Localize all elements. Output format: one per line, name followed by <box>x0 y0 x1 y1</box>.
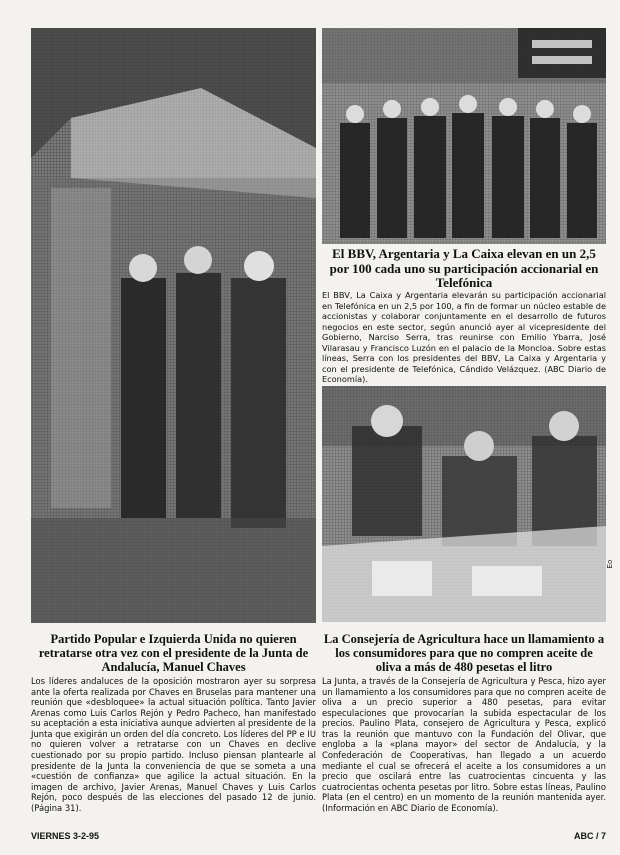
photo-politicians <box>31 28 316 623</box>
footer-date: VIERNES 3-2-95 <box>31 831 100 841</box>
headline-chaves: Partido Popular e Izquierda Unida no quieren retratarse otra vez con el presidente de la Junta de Andalucía, Manuel Chaves <box>38 632 309 674</box>
footer-page: ABC / 7 <box>573 831 606 841</box>
body-aceite: La Junta, a través de la Consejería de Agricultura y Pesca, hizo ayer un llamamiento a los consumidores para que no compren aceite de oliva a un precio superior a 480 pesetas, para evitar especulaciones que provocarían la subida espectacular de los precios. Paulino Plata, consejero de Agricultura y Pesca, explicó tras la reunión que mantuvo con la Fundación del Olivar, que engloba a la «plana mayor» del sector de Andalucía, y la Confederación de Cooperativas, han llegado a un acuerdo mediante el cual se ofrecerá el aceite a los consumidores a un precio que oscilará entre las cuatrocientas cincuenta y las cuatrocientas ochenta pesetas por litro. Sobre estas líneas, Paulino Plata (en el centro) en un momento de la reunión mantenida ayer. (Información en ABC Diario de Economía). <box>322 676 606 813</box>
photo-bank-presidents-scene <box>322 28 606 244</box>
photo-credit: Eo <box>607 560 614 569</box>
body-chaves: Los líderes andaluces de la oposición mostraron ayer su sorpresa ante la oferta realizada por Chaves en Bruselas para mantener una reunión que «desbloquee» la actual situación política. Tanto Javier Arenas como Luis Carlos Rejón y Pedro Pacheco, han manifestado su aceptación a esta iniciativa aunque advierten al presidente de la Junta que exigirán un orden del día concreto. Los líderes del PP e IU no quieren volver a retratarse con un Chaves en declive cuestionado por su propio partido. Incluso piensan plantearle al presidente de la Junta la conveniencia de que se someta a una «cuestión de confianza» que agilice la actual situación. En la imagen de archivo, Javier Arenas, Manuel Chaves y Luis Carlos Rejón, poco después de las elecciones del pasado 12 de junio. (Página 31). <box>31 676 316 813</box>
headline-aceite: La Consejería de Agricultura hace un llamamiento a los consumidores para que no compren aceite de oliva a más de 480 pesetas el litro <box>323 632 605 674</box>
photo-politicians-scene <box>31 28 316 623</box>
photo-bank-presidents <box>322 28 606 244</box>
photo-agriculture-meeting-scene <box>322 386 606 622</box>
body-telefonica: El BBV, La Caixa y Argentaria elevarán su participación accionarial en Telefónica en un 2,5 por 100, a fin de formar un núcleo estable de accionistas y colaborar conjuntamente en el desarrollo de futuros negocios en este sector, según anunció ayer al vicepresidente del Gobierno, Narciso Serra, tras reunirse con Emilio Ybarra, José Vilarasau y Francisco Luzón en el palacio de la Moncloa. Sobre estas líneas, Serra con los presidentes del BBV, La Caixa y Argentaria y con el presidente de Telefónica, Cándido Velázquez. (ABC Diario de Economía). <box>322 290 606 384</box>
headline-telefonica: El BBV, Argentaria y La Caixa elevan en un 2,5 por 100 cada uno su participación accionarial en Telefónica <box>329 246 599 291</box>
photo-agriculture-meeting <box>322 386 606 622</box>
